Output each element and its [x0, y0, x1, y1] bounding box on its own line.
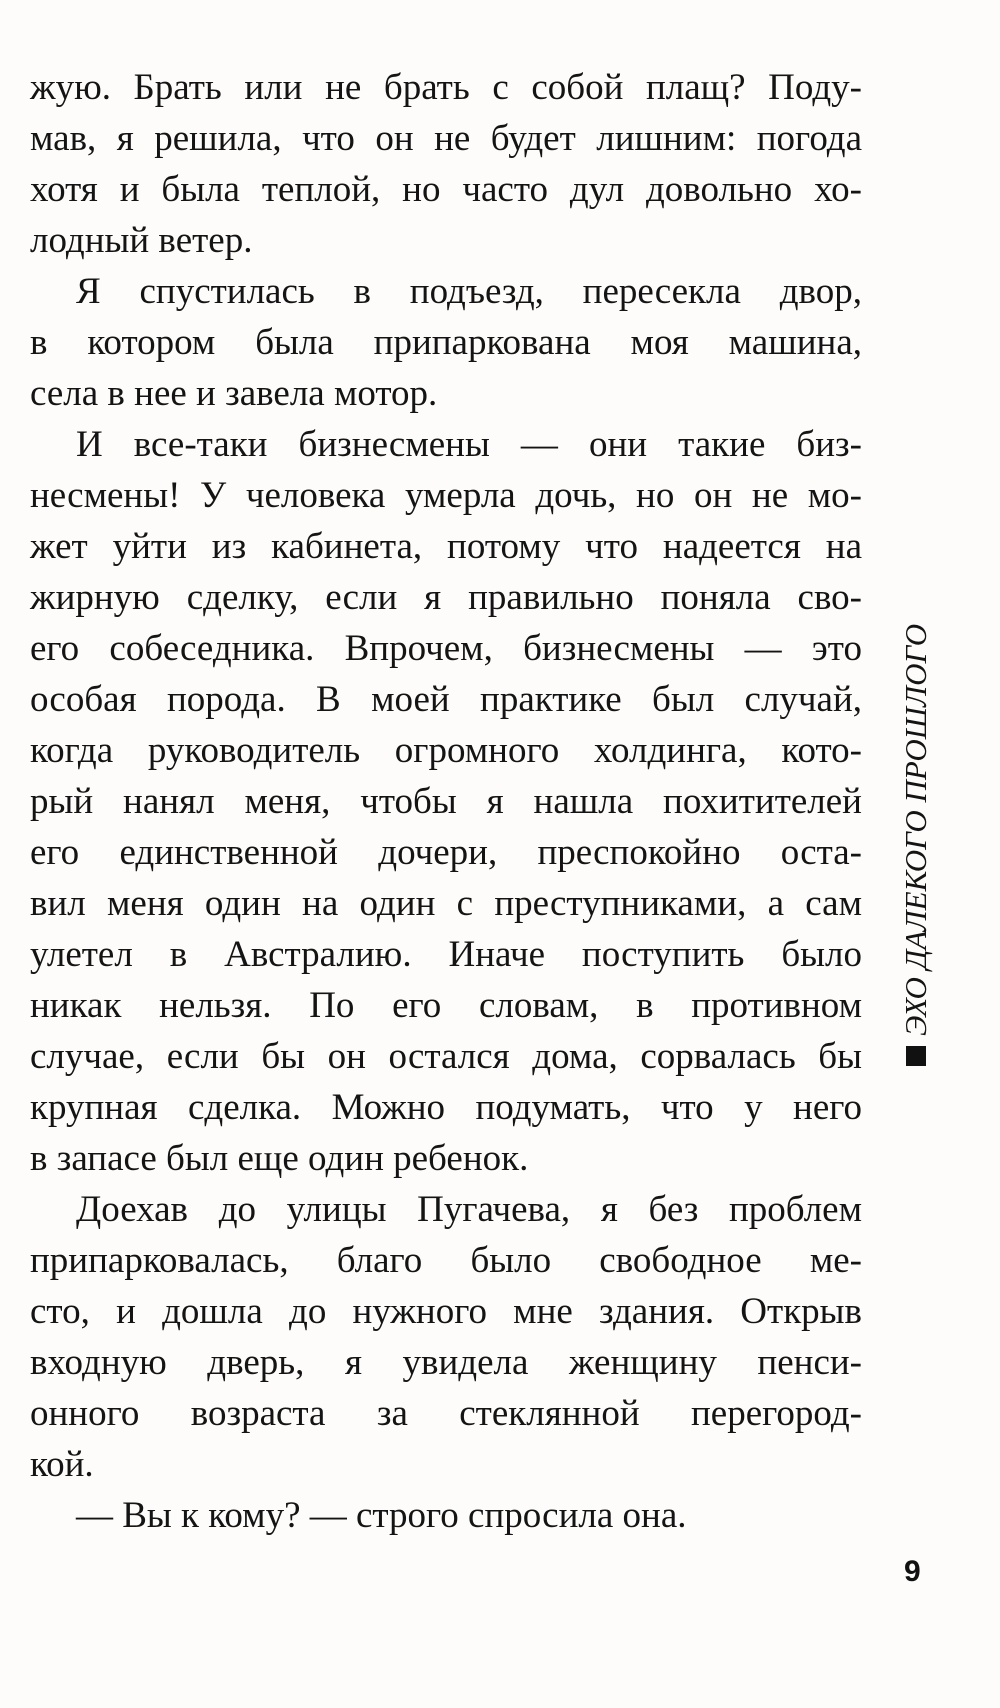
- text-line: жирную сделку, если я правильно поняла сво-: [30, 577, 862, 618]
- text-line: хотя и была теплой, но часто дул довольно хо-: [30, 169, 862, 210]
- text-line: никак нельзя. По его словам, в противном: [30, 985, 862, 1026]
- text-line: его собеседника. Впрочем, бизнесмены — это: [30, 628, 862, 669]
- text-line: И все-таки бизнесмены — они такие биз-: [76, 424, 862, 465]
- text-line: особая порода. В моей практике был случай,: [30, 679, 862, 720]
- text-line: сто, и дошла до нужного мне здания. Открыв: [30, 1291, 862, 1332]
- text-line: жет уйти из кабинета, потому что надеется на: [30, 526, 862, 567]
- text-line: кой.: [30, 1444, 94, 1485]
- text-line: случае, если бы он остался дома, сорвалась бы: [30, 1036, 862, 1077]
- text-line: рый нанял меня, чтобы я нашла похитителей: [30, 781, 862, 822]
- text-line: когда руководитель огромного холдинга, кото-: [30, 730, 862, 771]
- bullet-square-icon: [906, 1046, 926, 1066]
- text-line: жую. Брать или не брать с собой плащ? Поду-: [30, 67, 862, 108]
- text-line: мав, я решила, что он не будет лишним: погода: [30, 118, 862, 159]
- page-number: 9: [904, 1555, 921, 1588]
- paragraph: [30, 1490, 862, 1541]
- text-line: припарковалась, благо было свободное ме-: [30, 1240, 862, 1281]
- text-line: — Вы к кому? — строго спросила она.: [76, 1495, 687, 1536]
- text-line: села в нее и завела мотор.: [30, 373, 438, 414]
- text-line: Я спустилась в подъезд, пересекла двор,: [76, 271, 862, 312]
- text-line: лодный ветер.: [30, 220, 253, 261]
- paragraph: [30, 62, 862, 266]
- text-line: в котором была припаркована моя машина,: [30, 322, 862, 363]
- text-line: вил меня один на один с преступниками, а сам: [30, 883, 862, 924]
- text-line: несмены! У человека умерла дочь, но он не мо-: [30, 475, 862, 516]
- text-line: входную дверь, я увидела женщину пенси-: [30, 1342, 862, 1383]
- paragraph: [30, 419, 862, 1184]
- text-line: крупная сделка. Можно подумать, что у него: [30, 1087, 862, 1128]
- paragraph: [30, 266, 862, 419]
- body-text: [30, 62, 862, 1541]
- text-line: в запасе был еще один ребенок.: [30, 1138, 529, 1179]
- text-line: онного возраста за стеклянной перегород-: [30, 1393, 862, 1434]
- text-line: Доехав до улицы Пугачева, я без проблем: [76, 1189, 862, 1230]
- text-line: его единственной дочери, преспокойно оста-: [30, 832, 862, 873]
- text-line: улетел в Австралию. Иначе поступить было: [30, 934, 862, 975]
- paragraph: [30, 1184, 862, 1490]
- running-head-title: ЭХО ДАЛЕКОГО ПРОШЛОГО: [898, 623, 933, 1036]
